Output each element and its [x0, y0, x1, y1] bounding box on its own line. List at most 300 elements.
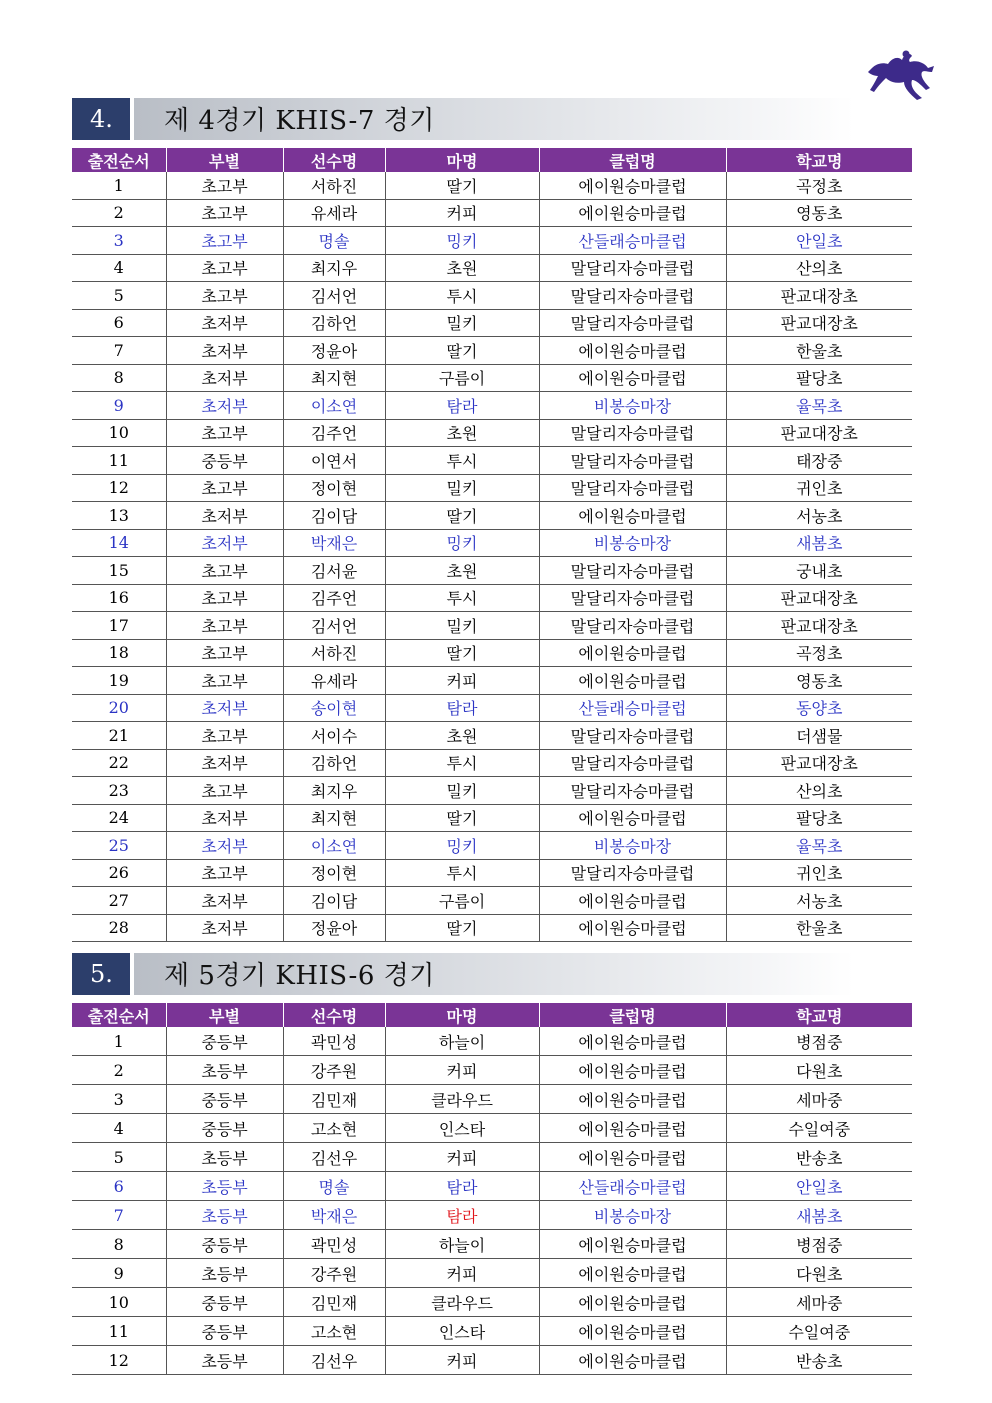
cell-order: 8 — [72, 364, 166, 392]
cell-player: 명솔 — [283, 1172, 385, 1201]
cell-division: 초고부 — [166, 777, 283, 805]
table-row — [72, 309, 912, 337]
cell-division: 초고부 — [166, 282, 283, 310]
cell-division: 초저부 — [166, 832, 283, 860]
cell-club: 에이원승마클럽 — [539, 914, 726, 942]
cell-club: 에이원승마클럽 — [539, 337, 726, 365]
cell-player: 정윤아 — [283, 914, 385, 942]
cell-player: 정이현 — [283, 859, 385, 887]
table-row — [72, 1259, 912, 1288]
cell-horse: 커피 — [385, 667, 539, 695]
cell-order: 18 — [72, 639, 166, 667]
cell-school: 다원초 — [726, 1056, 912, 1085]
cell-school: 판교대장초 — [726, 282, 912, 310]
cell-order: 28 — [72, 914, 166, 942]
cell-horse: 딸기 — [385, 639, 539, 667]
cell-school: 병점중 — [726, 1230, 912, 1259]
cell-club: 말달리자승마클럽 — [539, 859, 726, 887]
section-4-title: 제 4경기 KHIS-7 경기 — [164, 106, 435, 136]
cell-division: 중등부 — [166, 1288, 283, 1317]
cell-division: 초저부 — [166, 804, 283, 832]
cell-school: 병점중 — [726, 1027, 912, 1056]
cell-horse: 딸기 — [385, 337, 539, 365]
table-row — [72, 419, 912, 447]
cell-club: 에이원승마클럽 — [539, 667, 726, 695]
cell-school: 수일여중 — [726, 1317, 912, 1346]
cell-horse: 투시 — [385, 282, 539, 310]
cell-club: 말달리자승마클럽 — [539, 254, 726, 282]
cell-school: 수일여중 — [726, 1114, 912, 1143]
cell-division: 중등부 — [166, 1317, 283, 1346]
cell-order: 11 — [72, 1317, 166, 1346]
column-header-order: 출전순서 — [72, 148, 166, 172]
cell-player: 김민재 — [283, 1085, 385, 1114]
cell-school: 산의초 — [726, 777, 912, 805]
cell-horse: 커피 — [385, 1259, 539, 1288]
cell-horse: 탐라 — [385, 1172, 539, 1201]
column-header-club: 클럽명 — [539, 148, 726, 172]
cell-player: 강주원 — [283, 1259, 385, 1288]
column-header-player: 선수명 — [283, 148, 385, 172]
table-row — [72, 474, 912, 502]
cell-school: 판교대장초 — [726, 309, 912, 337]
cell-order: 19 — [72, 667, 166, 695]
cell-school: 더샘물 — [726, 722, 912, 750]
cell-horse: 투시 — [385, 749, 539, 777]
cell-school: 판교대장초 — [726, 584, 912, 612]
table-row — [72, 1317, 912, 1346]
cell-horse: 커피 — [385, 199, 539, 227]
cell-club: 에이원승마클럽 — [539, 639, 726, 667]
table-row — [72, 1114, 912, 1143]
cell-school: 율목초 — [726, 392, 912, 420]
cell-order: 10 — [72, 419, 166, 447]
section-5-number: 5. — [72, 953, 130, 995]
cell-player: 박재은 — [283, 529, 385, 557]
cell-club: 말달리자승마클럽 — [539, 749, 726, 777]
cell-player: 강주원 — [283, 1056, 385, 1085]
cell-player: 정이현 — [283, 474, 385, 502]
cell-school: 영동초 — [726, 667, 912, 695]
cell-player: 곽민성 — [283, 1027, 385, 1056]
cell-order: 10 — [72, 1288, 166, 1317]
cell-division: 초고부 — [166, 557, 283, 585]
cell-division: 초고부 — [166, 254, 283, 282]
cell-club: 말달리자승마클럽 — [539, 282, 726, 310]
cell-school: 귀인초 — [726, 859, 912, 887]
cell-division: 초고부 — [166, 859, 283, 887]
cell-horse: 밀키 — [385, 777, 539, 805]
cell-division: 초고부 — [166, 667, 283, 695]
cell-club: 말달리자승마클럽 — [539, 612, 726, 640]
cell-school: 안일초 — [726, 1172, 912, 1201]
cell-order: 8 — [72, 1230, 166, 1259]
cell-club: 말달리자승마클럽 — [539, 447, 726, 475]
cell-player: 김서윤 — [283, 557, 385, 585]
cell-club: 에이원승마클럽 — [539, 1230, 726, 1259]
cell-order: 9 — [72, 392, 166, 420]
section-5-header — [72, 953, 912, 995]
cell-school: 팔당초 — [726, 364, 912, 392]
cell-order: 7 — [72, 1201, 166, 1230]
column-header-horse: 마명 — [385, 1003, 539, 1027]
cell-division: 초고부 — [166, 227, 283, 255]
cell-horse: 구름이 — [385, 364, 539, 392]
column-header-division: 부별 — [166, 148, 283, 172]
cell-division: 초고부 — [166, 172, 283, 199]
cell-division: 초저부 — [166, 337, 283, 365]
cell-division: 초저부 — [166, 749, 283, 777]
cell-player: 이소연 — [283, 832, 385, 860]
cell-school: 한울초 — [726, 914, 912, 942]
cell-player: 서이수 — [283, 722, 385, 750]
cell-horse: 딸기 — [385, 172, 539, 199]
table-row — [72, 832, 912, 860]
cell-division: 중등부 — [166, 1114, 283, 1143]
cell-player: 유세라 — [283, 667, 385, 695]
table-row — [72, 502, 912, 530]
cell-order: 26 — [72, 859, 166, 887]
cell-club: 에이원승마클럽 — [539, 1346, 726, 1375]
cell-club: 말달리자승마클럽 — [539, 777, 726, 805]
cell-school: 한울초 — [726, 337, 912, 365]
cell-horse: 초원 — [385, 557, 539, 585]
cell-horse: 클라우드 — [385, 1085, 539, 1114]
table-row — [72, 1172, 912, 1201]
cell-school: 궁내초 — [726, 557, 912, 585]
cell-club: 말달리자승마클럽 — [539, 474, 726, 502]
cell-division: 중등부 — [166, 1085, 283, 1114]
cell-division: 초고부 — [166, 584, 283, 612]
table-row — [72, 392, 912, 420]
table-row — [72, 694, 912, 722]
cell-horse: 구름이 — [385, 887, 539, 915]
cell-order: 6 — [72, 1172, 166, 1201]
cell-school: 귀인초 — [726, 474, 912, 502]
cell-order: 20 — [72, 694, 166, 722]
cell-horse: 인스타 — [385, 1114, 539, 1143]
cell-order: 14 — [72, 529, 166, 557]
cell-division: 초저부 — [166, 914, 283, 942]
section-5-title: 제 5경기 KHIS-6 경기 — [164, 961, 435, 991]
cell-player: 김서언 — [283, 282, 385, 310]
cell-division: 초저부 — [166, 392, 283, 420]
section-4 — [72, 98, 912, 942]
table-row — [72, 914, 912, 942]
section-4-table — [72, 148, 912, 942]
table-header-row — [72, 148, 912, 172]
cell-horse: 밀키 — [385, 612, 539, 640]
cell-club: 말달리자승마클럽 — [539, 722, 726, 750]
cell-club: 에이원승마클럽 — [539, 1317, 726, 1346]
cell-order: 11 — [72, 447, 166, 475]
cell-school: 서농초 — [726, 887, 912, 915]
table-row — [72, 777, 912, 805]
cell-order: 1 — [72, 172, 166, 199]
cell-player: 곽민성 — [283, 1230, 385, 1259]
cell-player: 김주언 — [283, 419, 385, 447]
cell-school: 새봄초 — [726, 1201, 912, 1230]
table-row — [72, 529, 912, 557]
cell-club: 에이원승마클럽 — [539, 887, 726, 915]
column-header-player: 선수명 — [283, 1003, 385, 1027]
cell-club: 에이원승마클럽 — [539, 1114, 726, 1143]
cell-division: 초저부 — [166, 529, 283, 557]
table-row — [72, 1201, 912, 1230]
cell-player: 명솔 — [283, 227, 385, 255]
cell-club: 산들래승마클럽 — [539, 1172, 726, 1201]
cell-school: 서농초 — [726, 502, 912, 530]
cell-horse: 클라우드 — [385, 1288, 539, 1317]
cell-player: 서하진 — [283, 639, 385, 667]
cell-horse: 밍키 — [385, 227, 539, 255]
cell-horse: 투시 — [385, 447, 539, 475]
cell-player: 이소연 — [283, 392, 385, 420]
cell-club: 에이원승마클럽 — [539, 1085, 726, 1114]
table-row — [72, 639, 912, 667]
table-row — [72, 254, 912, 282]
cell-order: 12 — [72, 1346, 166, 1375]
cell-horse: 탐라 — [385, 1201, 539, 1230]
cell-horse: 딸기 — [385, 502, 539, 530]
cell-club: 비봉승마장 — [539, 1201, 726, 1230]
table-row — [72, 722, 912, 750]
cell-order: 13 — [72, 502, 166, 530]
cell-order: 17 — [72, 612, 166, 640]
table-header-row — [72, 1003, 912, 1027]
cell-division: 초등부 — [166, 1259, 283, 1288]
section-4-number: 4. — [72, 98, 130, 140]
cell-order: 3 — [72, 1085, 166, 1114]
cell-division: 초등부 — [166, 1201, 283, 1230]
cell-order: 24 — [72, 804, 166, 832]
cell-school: 반송초 — [726, 1346, 912, 1375]
cell-club: 비봉승마장 — [539, 529, 726, 557]
cell-division: 초저부 — [166, 694, 283, 722]
cell-order: 16 — [72, 584, 166, 612]
cell-player: 고소현 — [283, 1317, 385, 1346]
column-header-order: 출전순서 — [72, 1003, 166, 1027]
cell-horse: 하늘이 — [385, 1027, 539, 1056]
table-row — [72, 749, 912, 777]
table-row — [72, 804, 912, 832]
cell-club: 에이원승마클럽 — [539, 502, 726, 530]
table-row — [72, 557, 912, 585]
cell-player: 송이현 — [283, 694, 385, 722]
table-row — [72, 1027, 912, 1056]
cell-division: 초등부 — [166, 1143, 283, 1172]
table-row — [72, 859, 912, 887]
cell-division: 초등부 — [166, 1172, 283, 1201]
table-row — [72, 1143, 912, 1172]
table-row — [72, 337, 912, 365]
cell-player: 최지현 — [283, 364, 385, 392]
table-row — [72, 199, 912, 227]
cell-player: 최지우 — [283, 777, 385, 805]
table-row — [72, 172, 912, 199]
cell-order: 25 — [72, 832, 166, 860]
cell-division: 초고부 — [166, 419, 283, 447]
cell-school: 곡정초 — [726, 639, 912, 667]
cell-division: 초저부 — [166, 887, 283, 915]
cell-club: 에이원승마클럽 — [539, 804, 726, 832]
cell-order: 4 — [72, 254, 166, 282]
cell-player: 김이담 — [283, 502, 385, 530]
cell-club: 에이원승마클럽 — [539, 172, 726, 199]
cell-division: 초고부 — [166, 722, 283, 750]
column-header-division: 부별 — [166, 1003, 283, 1027]
cell-division: 중등부 — [166, 447, 283, 475]
cell-division: 초저부 — [166, 309, 283, 337]
cell-school: 판교대장초 — [726, 749, 912, 777]
cell-player: 박재은 — [283, 1201, 385, 1230]
cell-school: 영동초 — [726, 199, 912, 227]
table-row — [72, 1085, 912, 1114]
cell-player: 최지우 — [283, 254, 385, 282]
cell-club: 말달리자승마클럽 — [539, 584, 726, 612]
cell-horse: 하늘이 — [385, 1230, 539, 1259]
cell-division: 초저부 — [166, 364, 283, 392]
table-row — [72, 584, 912, 612]
cell-school: 산의초 — [726, 254, 912, 282]
cell-order: 5 — [72, 1143, 166, 1172]
horse-rider-icon — [866, 48, 936, 100]
cell-club: 에이원승마클럽 — [539, 1288, 726, 1317]
cell-school: 반송초 — [726, 1143, 912, 1172]
cell-horse: 커피 — [385, 1346, 539, 1375]
table-row — [72, 667, 912, 695]
cell-player: 김하언 — [283, 749, 385, 777]
cell-school: 세마중 — [726, 1085, 912, 1114]
cell-player: 김선우 — [283, 1346, 385, 1375]
cell-horse: 초원 — [385, 419, 539, 447]
section-5 — [72, 953, 912, 1375]
cell-horse: 탐라 — [385, 694, 539, 722]
cell-player: 이연서 — [283, 447, 385, 475]
cell-horse: 투시 — [385, 859, 539, 887]
cell-horse: 밍키 — [385, 832, 539, 860]
cell-player: 정윤아 — [283, 337, 385, 365]
table-row — [72, 227, 912, 255]
cell-order: 5 — [72, 282, 166, 310]
cell-division: 초등부 — [166, 1056, 283, 1085]
cell-division: 중등부 — [166, 1230, 283, 1259]
cell-horse: 초원 — [385, 722, 539, 750]
cell-school: 판교대장초 — [726, 419, 912, 447]
cell-order: 6 — [72, 309, 166, 337]
cell-horse: 투시 — [385, 584, 539, 612]
cell-order: 2 — [72, 199, 166, 227]
cell-club: 산들래승마클럽 — [539, 227, 726, 255]
cell-club: 에이원승마클럽 — [539, 1259, 726, 1288]
cell-horse: 딸기 — [385, 914, 539, 942]
cell-club: 비봉승마장 — [539, 392, 726, 420]
section-4-header — [72, 98, 912, 140]
cell-school: 곡정초 — [726, 172, 912, 199]
cell-player: 김주언 — [283, 584, 385, 612]
cell-school: 태장중 — [726, 447, 912, 475]
cell-horse: 커피 — [385, 1056, 539, 1085]
cell-horse: 초원 — [385, 254, 539, 282]
cell-order: 2 — [72, 1056, 166, 1085]
table-row — [72, 364, 912, 392]
cell-club: 말달리자승마클럽 — [539, 419, 726, 447]
cell-club: 산들래승마클럽 — [539, 694, 726, 722]
cell-horse: 밍키 — [385, 529, 539, 557]
cell-horse: 밀키 — [385, 474, 539, 502]
table-row — [72, 447, 912, 475]
cell-player: 김민재 — [283, 1288, 385, 1317]
cell-club: 말달리자승마클럽 — [539, 309, 726, 337]
cell-club: 에이원승마클럽 — [539, 364, 726, 392]
cell-horse: 딸기 — [385, 804, 539, 832]
cell-order: 27 — [72, 887, 166, 915]
cell-school: 세마중 — [726, 1288, 912, 1317]
column-header-club: 클럽명 — [539, 1003, 726, 1027]
table-row — [72, 1230, 912, 1259]
cell-order: 23 — [72, 777, 166, 805]
cell-club: 에이원승마클럽 — [539, 1027, 726, 1056]
cell-order: 4 — [72, 1114, 166, 1143]
column-header-school: 학교명 — [726, 148, 912, 172]
cell-player: 고소현 — [283, 1114, 385, 1143]
cell-order: 9 — [72, 1259, 166, 1288]
table-row — [72, 612, 912, 640]
cell-school: 다원초 — [726, 1259, 912, 1288]
cell-club: 에이원승마클럽 — [539, 1143, 726, 1172]
cell-school: 판교대장초 — [726, 612, 912, 640]
cell-order: 7 — [72, 337, 166, 365]
cell-division: 초고부 — [166, 639, 283, 667]
cell-division: 초저부 — [166, 502, 283, 530]
table-row — [72, 282, 912, 310]
table-row — [72, 887, 912, 915]
cell-order: 15 — [72, 557, 166, 585]
cell-horse: 커피 — [385, 1143, 539, 1172]
cell-horse: 탐라 — [385, 392, 539, 420]
table-row — [72, 1056, 912, 1085]
cell-horse: 밀키 — [385, 309, 539, 337]
cell-player: 김이담 — [283, 887, 385, 915]
column-header-school: 학교명 — [726, 1003, 912, 1027]
cell-player: 서하진 — [283, 172, 385, 199]
cell-division: 중등부 — [166, 1027, 283, 1056]
cell-player: 김선우 — [283, 1143, 385, 1172]
cell-order: 12 — [72, 474, 166, 502]
cell-division: 초고부 — [166, 612, 283, 640]
column-header-horse: 마명 — [385, 148, 539, 172]
cell-order: 22 — [72, 749, 166, 777]
cell-club: 에이원승마클럽 — [539, 199, 726, 227]
cell-player: 최지현 — [283, 804, 385, 832]
cell-school: 안일초 — [726, 227, 912, 255]
cell-division: 초고부 — [166, 199, 283, 227]
cell-player: 유세라 — [283, 199, 385, 227]
cell-order: 3 — [72, 227, 166, 255]
table-row — [72, 1346, 912, 1375]
cell-school: 율목초 — [726, 832, 912, 860]
cell-division: 초고부 — [166, 474, 283, 502]
cell-school: 팔당초 — [726, 804, 912, 832]
section-5-table — [72, 1003, 912, 1375]
cell-player: 김하언 — [283, 309, 385, 337]
cell-school: 새봄초 — [726, 529, 912, 557]
cell-school: 동양초 — [726, 694, 912, 722]
cell-order: 1 — [72, 1027, 166, 1056]
table-row — [72, 1288, 912, 1317]
cell-club: 말달리자승마클럽 — [539, 557, 726, 585]
cell-player: 김서언 — [283, 612, 385, 640]
